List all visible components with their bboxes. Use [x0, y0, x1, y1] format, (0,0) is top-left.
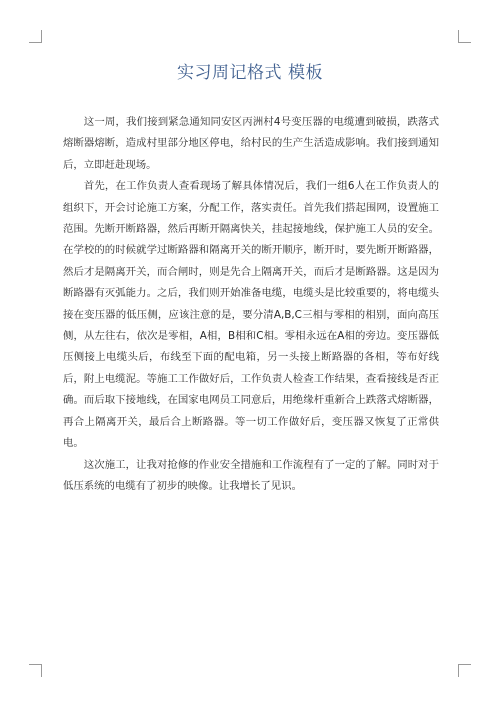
paragraph-1: 这一周，我们接到紧急通知同安区丙洲村4号变压器的电缆遭到破损，跌落式熔断器熔断，造成村里部分地区停电，给村民的生产生活造成影响。我们接到通知后，立即赶赴现场。 [63, 116, 439, 171]
document-body [63, 112, 439, 497]
document-title: 实习周记格式 模板 [177, 63, 323, 83]
crop-mark-top-left [29, 30, 42, 43]
crop-mark-bottom-right [458, 664, 471, 677]
paragraph-2: 首先，在工作负责人查看现场了解具体情况后，我们一组6人在工作负责人的组织下，开会讨论施工方案，分配工作，落实责任。首先我们搭起围网，设置施工范围。先断开断路器，然后再断开隔离快关，挂起接地线，保护施工人员的安全。在学校的的时候就学过断路器和隔离开关的断开顺序，断开时，要先断开断路器，然后才是隔离开关，而合闸时，则是先合上隔离开关，而后才是断路器。这是因为断路器有灭弧能力。之后，我们则开始准备电缆，电缆头是比较重要的，将电缆头接在变压器的低压侧，应该注意的是，要分清A,B,C三相与零相的相别，面向高压侧，从左往右，依次是零相，A相，B相和C相。零相永远在A相的旁边。变压器低压侧接上电缆头后，布线至下面的配电箱，另一头接上断路器的各相，等布好线后，附上电缆泥。等施工工作做好后，工作负责人检查工作结果，查看接线是否正确。而后取下接地线，在国家电网员工同意后，用绝缘杆重新合上跌落式熔断器，再合上隔离开关，最后合上断路器。等一切工作做好后，变压器又恢复了正常供电。 [63, 180, 439, 450]
crop-mark-top-right [458, 30, 471, 43]
crop-mark-bottom-left [29, 664, 42, 677]
paragraph-3: 这次施工，让我对抢修的作业安全措施和工作流程有了一定的了解。同时对于低压系统的电缆有了初步的映像。让我增长了见识。 [63, 458, 439, 492]
